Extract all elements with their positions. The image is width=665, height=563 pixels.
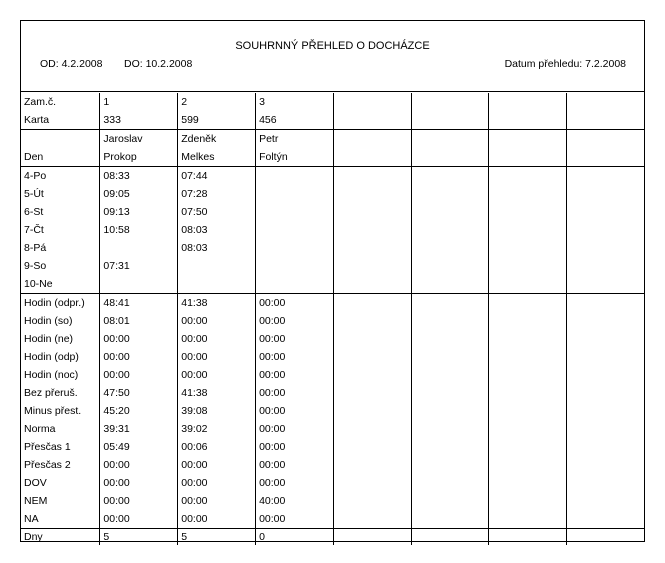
cell-last-name: Melkes (178, 148, 256, 167)
empty-cell (333, 474, 411, 492)
report-date: Datum přehledu: 7.2.2008 (504, 58, 626, 70)
day-time (178, 257, 256, 275)
summary-label: Hodin (odpr.) (24, 297, 85, 309)
attendance-report (20, 20, 645, 542)
summary-value: 00:00 (256, 384, 334, 402)
empty-cell (411, 510, 489, 529)
empty-cell (489, 148, 567, 167)
summary-value: 00:00 (100, 366, 178, 384)
empty-cell (566, 93, 644, 111)
summary-value: 00:00 (178, 492, 256, 510)
row-summary (21, 456, 644, 474)
summary-value: 00:00 (178, 366, 256, 384)
summary-label: Hodin (noc) (24, 369, 79, 381)
empty-cell (489, 474, 567, 492)
day-time: 07:44 (178, 167, 256, 186)
summary-value: 00:00 (256, 312, 334, 330)
row-summary (21, 348, 644, 366)
empty-cell (333, 510, 411, 529)
empty-cell (333, 366, 411, 384)
empty-cell (411, 203, 489, 221)
empty-cell (566, 185, 644, 203)
summary-label: Norma (24, 423, 56, 435)
cell-karta: 456 (256, 111, 334, 130)
empty-cell (333, 492, 411, 510)
empty-cell (566, 492, 644, 510)
summary-value: 00:00 (256, 402, 334, 420)
row-day (21, 275, 644, 294)
summary-value: 00:00 (178, 510, 256, 529)
empty-cell (411, 529, 489, 546)
summary-value: 00:00 (256, 456, 334, 474)
empty-cell (566, 384, 644, 402)
summary-label: Hodin (so) (24, 315, 73, 327)
empty-cell (411, 330, 489, 348)
empty-cell (333, 529, 411, 546)
empty-cell (411, 492, 489, 510)
empty-cell (411, 148, 489, 167)
row-summary (21, 438, 644, 456)
empty-cell (333, 148, 411, 167)
day-time: 07:50 (178, 203, 256, 221)
summary-value: 41:38 (178, 384, 256, 402)
day-time (100, 239, 178, 257)
row-day (21, 203, 644, 221)
report-header (21, 21, 644, 92)
empty-cell (489, 529, 567, 546)
day-time (256, 185, 334, 203)
dny-value: 5 (100, 529, 178, 546)
empty-cell (566, 294, 644, 313)
empty-cell (566, 239, 644, 257)
cell-last-name: Prokop (100, 148, 178, 167)
empty-cell (489, 93, 567, 111)
date-from: OD: 4.2.2008 (40, 58, 103, 70)
summary-value: 00:00 (256, 420, 334, 438)
empty-cell (411, 348, 489, 366)
empty-cell (566, 402, 644, 420)
empty-cell (566, 312, 644, 330)
empty-cell (411, 275, 489, 294)
row-summary (21, 510, 644, 529)
empty-cell (411, 294, 489, 313)
summary-value: 08:01 (100, 312, 178, 330)
empty-cell (411, 420, 489, 438)
empty-cell (333, 330, 411, 348)
day-time (100, 275, 178, 294)
empty-cell (489, 348, 567, 366)
summary-value: 00:00 (100, 348, 178, 366)
empty-cell (333, 257, 411, 275)
row-zam (21, 93, 644, 111)
empty-cell (566, 420, 644, 438)
summary-label: NA (21, 510, 100, 529)
empty-cell (411, 93, 489, 111)
row-den (21, 148, 644, 167)
empty-cell (489, 492, 567, 510)
empty-cell (333, 312, 411, 330)
empty-cell (566, 257, 644, 275)
empty-cell (566, 275, 644, 294)
day-label: 5-Út (24, 188, 44, 200)
summary-value: 00:00 (100, 510, 178, 529)
empty-cell (411, 111, 489, 130)
summary-value: 39:31 (100, 420, 178, 438)
row-summary (21, 312, 644, 330)
summary-label: Hodin (odp) (24, 351, 79, 363)
empty-cell (489, 257, 567, 275)
day-time (256, 275, 334, 294)
empty-cell (566, 203, 644, 221)
empty-cell (566, 330, 644, 348)
summary-label: Minus přest. (24, 405, 82, 417)
empty-cell (489, 167, 567, 186)
row-day (21, 167, 644, 186)
summary-value: 00:00 (256, 294, 334, 313)
summary-value: 00:00 (178, 312, 256, 330)
row-day (21, 185, 644, 203)
row-summary (21, 294, 644, 313)
empty-cell (489, 221, 567, 239)
empty-cell (411, 257, 489, 275)
cell-zam: 2 (178, 93, 256, 111)
row-karta (21, 111, 644, 130)
row-day (21, 239, 644, 257)
day-label: 8-Pá (24, 242, 47, 254)
empty-cell (566, 167, 644, 186)
summary-label: Hodin (ne) (24, 333, 74, 345)
empty-cell (566, 510, 644, 529)
empty-cell (489, 130, 567, 149)
cell-zam: 1 (100, 93, 178, 111)
summary-value: 00:00 (178, 456, 256, 474)
summary-value: 48:41 (100, 294, 178, 313)
empty-cell (489, 203, 567, 221)
summary-value: 00:00 (256, 474, 334, 492)
day-time: 08:33 (100, 167, 178, 186)
empty-cell (333, 420, 411, 438)
summary-value: 00:00 (256, 438, 334, 456)
empty-cell (566, 529, 644, 546)
day-time (178, 275, 256, 294)
empty-cell (333, 384, 411, 402)
label-zam: Zam.č. (24, 96, 57, 108)
cell-zam: 3 (256, 93, 334, 111)
empty-cell (411, 130, 489, 149)
summary-value: 40:00 (256, 492, 334, 510)
label-karta: Karta (21, 111, 100, 130)
empty-cell (411, 456, 489, 474)
empty-cell (333, 348, 411, 366)
empty-cell (566, 366, 644, 384)
cell-first-name: Zdeněk (178, 130, 256, 149)
day-time: 09:13 (100, 203, 178, 221)
summary-value: 39:08 (178, 402, 256, 420)
empty-cell (566, 221, 644, 239)
empty-cell (411, 402, 489, 420)
row-dny (21, 529, 644, 546)
empty-cell (566, 348, 644, 366)
row-day (21, 257, 644, 275)
row-summary (21, 366, 644, 384)
empty-cell (489, 330, 567, 348)
empty-cell (566, 130, 644, 149)
row-summary (21, 384, 644, 402)
summary-value: 00:00 (100, 456, 178, 474)
summary-value: 45:20 (100, 402, 178, 420)
empty-cell (411, 312, 489, 330)
empty-cell (411, 221, 489, 239)
empty-cell (333, 275, 411, 294)
empty-cell (333, 438, 411, 456)
summary-value: 00:00 (178, 330, 256, 348)
cell-first-name: Jaroslav (100, 130, 178, 149)
empty-cell (333, 402, 411, 420)
empty-cell (489, 111, 567, 130)
row-first-name (21, 130, 644, 149)
empty-cell (333, 456, 411, 474)
empty-cell (489, 294, 567, 313)
empty-cell (411, 185, 489, 203)
report-title: SOUHRNNÝ PŘEHLED O DOCHÁZCE (235, 40, 430, 52)
day-label: 6-St (24, 206, 44, 218)
label-den: Den (21, 148, 100, 167)
day-time: 08:03 (178, 239, 256, 257)
dny-value: 5 (178, 529, 256, 546)
empty-cell (566, 456, 644, 474)
day-time (256, 167, 334, 186)
day-time: 08:03 (178, 221, 256, 239)
cell-karta: 333 (100, 111, 178, 130)
summary-value: 00:00 (100, 330, 178, 348)
day-time (256, 221, 334, 239)
day-label: 9-So (24, 260, 47, 272)
empty-cell (21, 130, 100, 149)
row-summary (21, 492, 644, 510)
day-time: 10:58 (100, 221, 178, 239)
day-label: 10-Ne (21, 275, 100, 294)
row-summary (21, 402, 644, 420)
summary-value: 39:02 (178, 420, 256, 438)
empty-cell (489, 438, 567, 456)
empty-cell (566, 148, 644, 167)
summary-label: Přesčas 2 (24, 459, 71, 471)
summary-label: Přesčas 1 (24, 441, 71, 453)
empty-cell (333, 239, 411, 257)
empty-cell (333, 203, 411, 221)
summary-value: 00:00 (100, 474, 178, 492)
day-time: 07:28 (178, 185, 256, 203)
row-summary (21, 420, 644, 438)
empty-cell (411, 239, 489, 257)
empty-cell (489, 402, 567, 420)
empty-cell (333, 93, 411, 111)
attendance-table (21, 93, 644, 545)
empty-cell (333, 294, 411, 313)
empty-cell (489, 312, 567, 330)
empty-cell (411, 366, 489, 384)
summary-value: 00:00 (178, 474, 256, 492)
summary-value: 05:49 (100, 438, 178, 456)
summary-label: Bez přeruš. (24, 387, 78, 399)
empty-cell (411, 384, 489, 402)
day-time (256, 239, 334, 257)
day-label: 7-Čt (24, 224, 44, 236)
summary-value: 00:00 (256, 510, 334, 529)
summary-label: NEM (24, 495, 48, 507)
label-dny: Dny (24, 531, 43, 543)
empty-cell (411, 438, 489, 456)
day-label: 4-Po (24, 170, 47, 182)
row-summary (21, 474, 644, 492)
summary-value: 00:00 (256, 366, 334, 384)
empty-cell (489, 384, 567, 402)
dny-value: 0 (256, 529, 334, 546)
date-to: DO: 10.2.2008 (124, 58, 193, 70)
day-time: 09:05 (100, 185, 178, 203)
summary-value: 00:00 (178, 348, 256, 366)
cell-first-name: Petr (256, 130, 334, 149)
empty-cell (489, 275, 567, 294)
empty-cell (489, 185, 567, 203)
empty-cell (489, 366, 567, 384)
summary-value: 41:38 (178, 294, 256, 313)
summary-value: 47:50 (100, 384, 178, 402)
empty-cell (333, 221, 411, 239)
summary-value: 00:00 (256, 348, 334, 366)
empty-cell (333, 130, 411, 149)
empty-cell (333, 167, 411, 186)
day-time (256, 203, 334, 221)
empty-cell (411, 474, 489, 492)
summary-value: 00:00 (256, 330, 334, 348)
empty-cell (566, 474, 644, 492)
empty-cell (489, 456, 567, 474)
empty-cell (489, 510, 567, 529)
day-time (256, 257, 334, 275)
cell-last-name: Foltýn (256, 148, 334, 167)
empty-cell (333, 111, 411, 130)
empty-cell (333, 185, 411, 203)
empty-cell (411, 167, 489, 186)
empty-cell (566, 111, 644, 130)
day-time: 07:31 (100, 257, 178, 275)
summary-value: 00:06 (178, 438, 256, 456)
cell-karta: 599 (178, 111, 256, 130)
summary-value: 00:00 (100, 492, 178, 510)
row-day (21, 221, 644, 239)
empty-cell (489, 420, 567, 438)
summary-label: DOV (24, 477, 47, 489)
empty-cell (489, 239, 567, 257)
row-summary (21, 330, 644, 348)
empty-cell (566, 438, 644, 456)
